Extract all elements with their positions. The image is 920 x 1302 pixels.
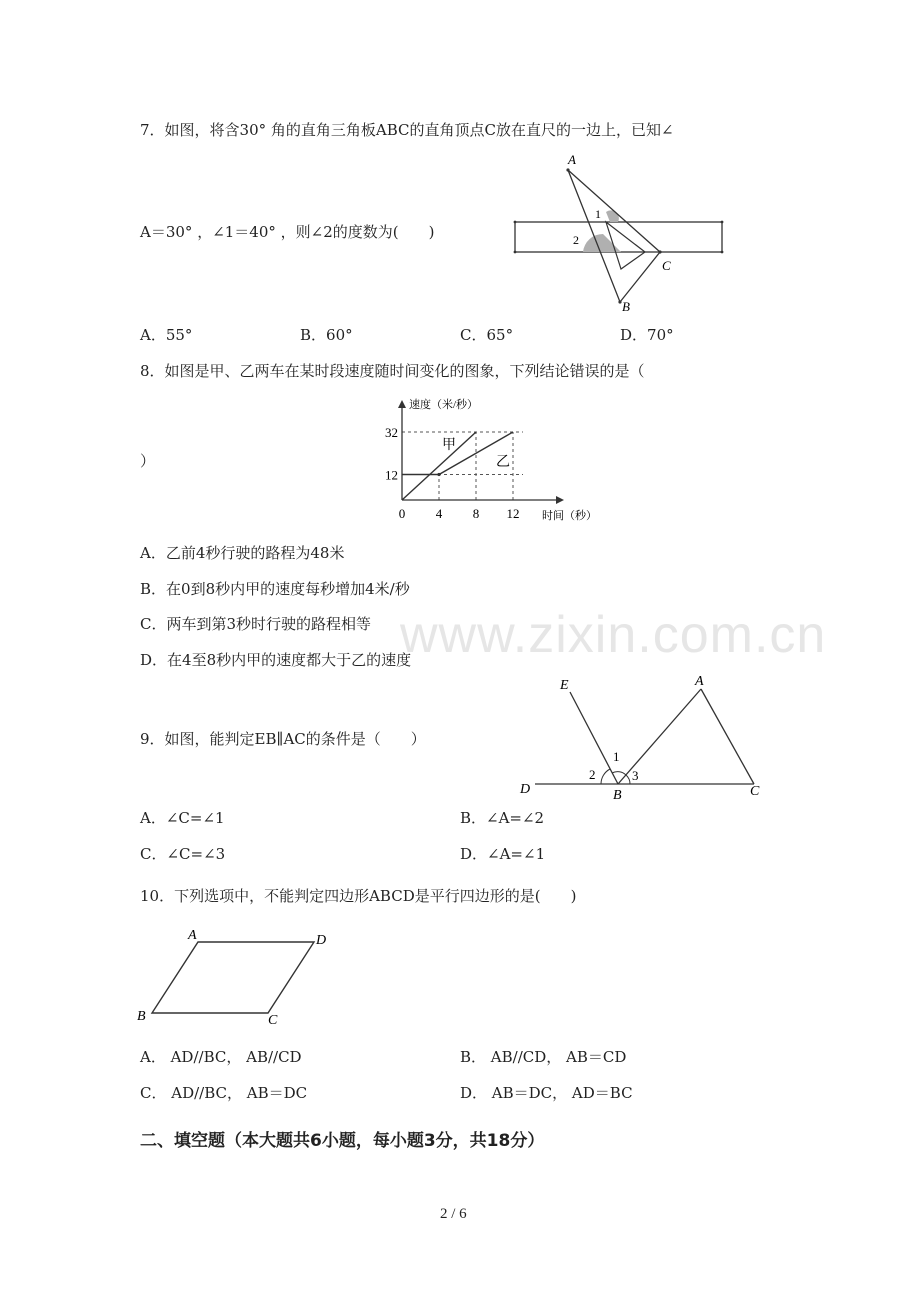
q9-option-a: A．∠C=∠1 (140, 809, 225, 827)
q9-stem: 9．如图，能判定EB∥AC的条件是（ ） (140, 730, 426, 748)
q10-option-b: B． AB//CD， AB＝CD (460, 1048, 627, 1066)
q10-option-c: C． AD//BC， AB＝DC (140, 1084, 308, 1102)
q8-chart (370, 394, 610, 524)
q10-parallelogram (152, 942, 314, 1013)
q8-option-a: A．乙前4秒行驶的路程为48米 (140, 544, 345, 562)
q8-point-1-1 (437, 473, 440, 476)
q7-ruler (515, 222, 722, 252)
q8-series-label-jia: 甲 (442, 438, 456, 453)
q7-option-b: B．60° (300, 326, 353, 344)
q8-x-axis-label: 时间（秒） (542, 510, 597, 522)
q8-x-tick-12: 12 (506, 506, 520, 521)
q7-option-c: C．65° (460, 326, 514, 344)
q7-option-d: D．70° (620, 326, 674, 344)
q8-y-tick-12: 12 (385, 467, 398, 483)
q9-option-b: B．∠A=∠2 (460, 809, 545, 827)
q8-series-label-yi: 乙 (496, 455, 510, 470)
q7-label-1: 1 (595, 207, 601, 221)
q9-figure (510, 672, 770, 804)
q7-triangle-outer (568, 170, 660, 302)
q8-x-arrow (556, 496, 564, 504)
watermark: www.zixin.com.cn (400, 606, 827, 664)
q8-y-tick-32: 32 (385, 425, 398, 440)
q10-label-B: B (137, 1009, 146, 1024)
q9-label-C: C (750, 784, 760, 799)
q9-label-2: 2 (589, 767, 596, 782)
q8-stem-line1: 8．如图是甲、乙两车在某时段速度随时间变化的图象，下列结论错误的是（ (140, 362, 645, 380)
q9-label-D: D (520, 782, 531, 797)
q10-figure (132, 924, 342, 1030)
q7-label-A: A (568, 152, 576, 167)
q8-stem-line2: ） (140, 452, 156, 470)
q10-stem: 10．下列选项中，不能判定四边形ABCD是平行四边形的是( ) (140, 887, 577, 905)
q7-option-a: A．55° (140, 326, 193, 344)
q10-label-A: A (188, 928, 197, 943)
q10-label-C: C (268, 1013, 278, 1028)
q9-label-A: A (695, 674, 704, 689)
q8-x-tick-0: 0 (398, 506, 406, 521)
q8-option-c: C．两车到第3秒时行驶的路程相等 (140, 615, 372, 633)
q10-option-a: A． AD//BC， AB//CD (140, 1048, 302, 1066)
q7-label-B: B (622, 299, 630, 314)
q9-segment-AC (701, 689, 754, 784)
q9-label-E: E (560, 678, 569, 693)
q7-stem-line1: 7．如图，将含30° 角的直角三角板ABC的直角顶点C放在直尺的一边上，已知∠ (140, 121, 674, 139)
page-number: 2 / 6 (440, 1206, 467, 1222)
q9-label-1: 1 (613, 749, 620, 764)
q8-x-tick-8: 8 (472, 506, 480, 521)
q8-option-b: B．在0到8秒内甲的速度每秒增加4米/秒 (140, 580, 410, 598)
q7-label-C: C (662, 258, 671, 273)
q10-label-D: D (316, 933, 327, 948)
q8-option-d: D．在4至8秒内甲的速度都大于乙的速度 (140, 651, 412, 669)
q7-figure (505, 148, 735, 318)
q9-angle1-arc (612, 772, 626, 775)
q9-option-c: C．∠C=∠3 (140, 845, 226, 863)
q8-x-tick-4: 4 (435, 506, 443, 521)
q9-label-3: 3 (632, 768, 639, 783)
q8-y-arrow (398, 400, 406, 408)
q9-angle3-arc (626, 775, 630, 784)
q7-label-2: 2 (573, 233, 579, 247)
q9-segment-BA (618, 689, 701, 784)
q7-stem-line2: A＝30° ，∠1＝40° ，则∠2的度数为( ) (140, 223, 435, 241)
q9-option-d: D．∠A=∠1 (460, 845, 546, 863)
q7-angle1-shade (606, 210, 619, 222)
q10-option-d: D． AB＝DC， AD＝BC (460, 1084, 633, 1102)
q8-series-line-jia (402, 432, 476, 500)
q9-label-B: B (613, 788, 622, 803)
q9-angle2-arc (601, 769, 610, 784)
q8-y-axis-label: 速度（米/秒） (409, 399, 479, 411)
section2-title: 二、填空题（本大题共6小题，每小题3分，共18分） (140, 1131, 545, 1151)
